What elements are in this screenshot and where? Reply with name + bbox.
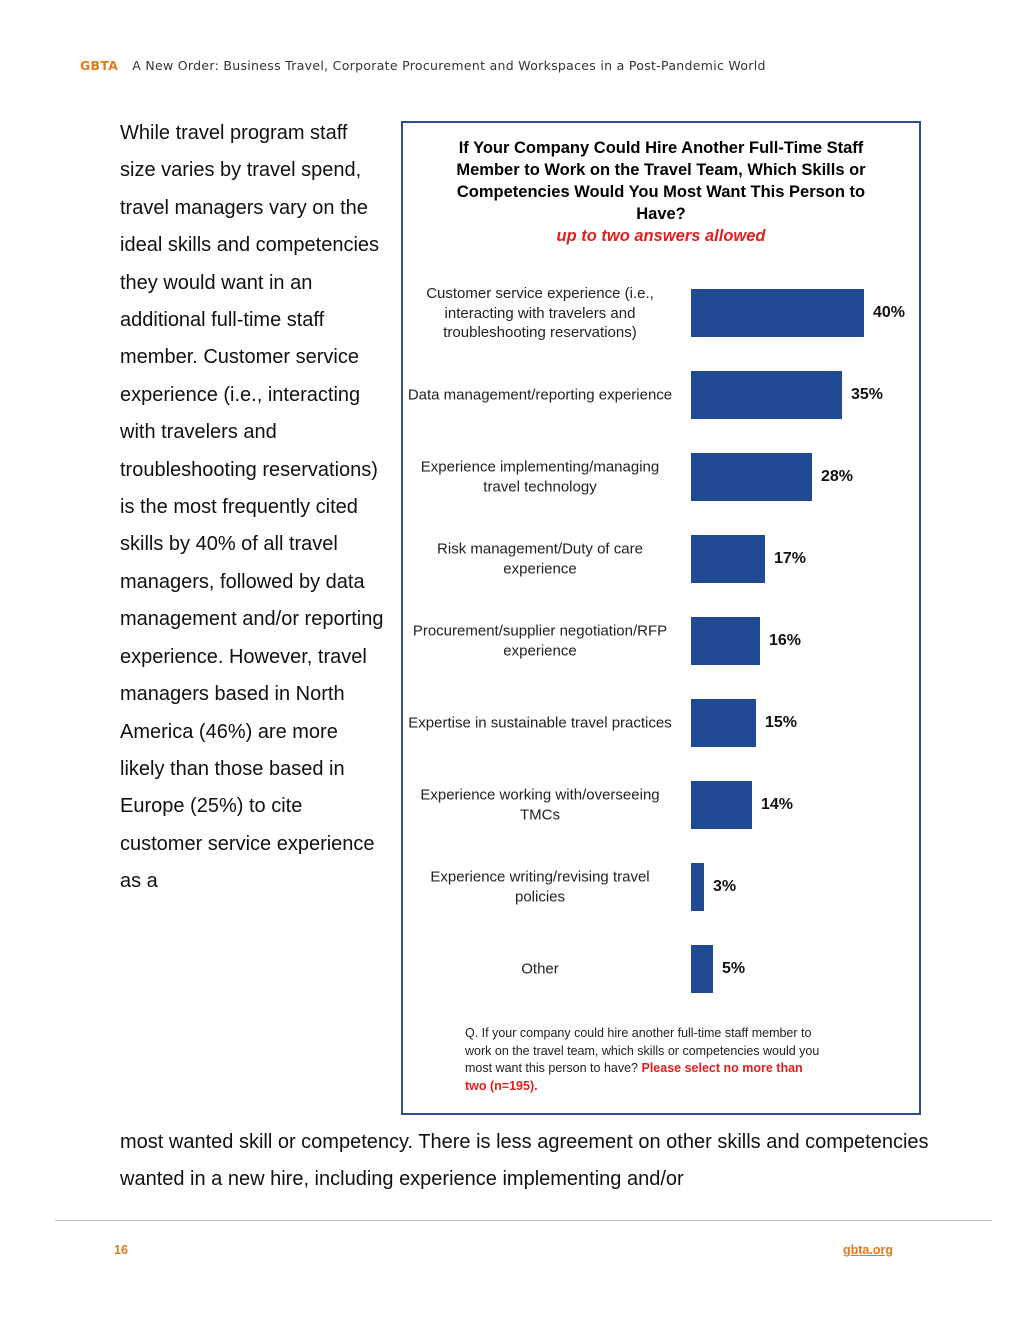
bar-row	[403, 617, 919, 665]
bar-category-label: Other	[521, 960, 559, 978]
body-text-wide	[120, 1124, 940, 1199]
page-header	[80, 58, 766, 73]
bar-value-label: 40%	[873, 304, 906, 321]
bar-category-label: Experience implementing/managing travel technology	[420, 458, 660, 495]
chart-subtitle: up to two answers allowed	[556, 227, 766, 245]
bar-category-label: Risk management/Duty of care experience	[437, 540, 643, 577]
bar-row	[403, 453, 919, 501]
bar	[691, 535, 765, 583]
skills-chart	[401, 121, 921, 1115]
chart-title-block	[403, 137, 919, 247]
body-text-narrow	[120, 115, 385, 901]
bar-value-label: 17%	[774, 550, 807, 567]
bar	[691, 863, 704, 911]
bar-value-label: 35%	[851, 386, 884, 403]
footer-divider	[55, 1220, 992, 1221]
bar	[691, 617, 760, 665]
bar	[691, 699, 756, 747]
chart-note-highlight: Please select no more than two (n=195).	[465, 1061, 803, 1093]
chart-title: If Your Company Could Hire Another Full-Time Staff Member to Work on the Travel Team, Which Skills or Competencies Would You Most Want This Person to Have?	[456, 139, 866, 223]
bar-row	[403, 699, 919, 747]
bar-value-label: 5%	[722, 960, 746, 977]
bar	[691, 781, 752, 829]
bar	[691, 371, 842, 419]
bar	[691, 945, 713, 993]
bar-category-label: Customer service experience (i.e., interacting with travelers and troubleshooting reservations)	[426, 284, 654, 341]
bar-row	[403, 284, 919, 341]
bar-category-label: Experience working with/overseeing TMCs	[420, 786, 660, 823]
bar-row	[403, 535, 919, 583]
bar-category-label: Procurement/supplier negotiation/RFP experience	[412, 622, 668, 659]
bar-row	[403, 371, 919, 419]
body-paragraph-1: While travel program staff size varies by travel spend, travel managers vary on the ideal skills and competencies they would want in an additional full-time staff member. Customer service experience (i.e., interacting with travelers and troubleshooting reservations) is the most frequently cited skills by 40% of all travel managers, followed by data management and/or reporting experience. However, travel managers based in North America (46%) are more likely than those based in Europe (25%) to cite customer service experience as a	[120, 122, 384, 893]
bar-value-label: 3%	[713, 878, 737, 895]
bar-value-label: 15%	[765, 714, 798, 731]
bar-category-label: Data management/reporting experience	[407, 386, 673, 404]
bar-value-label: 16%	[769, 632, 802, 649]
chart-note-question: Q. If your company could hire another full-time staff member to work on the travel team, which skills or competencies would you most want this person to have?	[465, 1026, 820, 1075]
bar	[691, 453, 812, 501]
bar-category-label: Expertise in sustainable travel practices	[408, 714, 672, 732]
header-title: A New Order: Business Travel, Corporate Procurement and Workspaces in a Post-Pandemic World	[132, 58, 766, 73]
chart-note	[465, 1025, 825, 1095]
bar-value-label: 14%	[761, 796, 794, 813]
bar-value-label: 28%	[821, 468, 854, 485]
site-link[interactable]: gbta.org	[843, 1243, 893, 1257]
header-org: GBTA	[80, 58, 119, 73]
body-paragraph-2: most wanted skill or competency. There is less agreement on other skills and competencies wanted in a new hire, including experience implementing and/or	[120, 1131, 929, 1191]
bar-row	[403, 781, 919, 829]
bar-row	[403, 863, 919, 911]
bar-row	[403, 945, 919, 993]
page-number: 16	[114, 1243, 128, 1257]
bar-category-label: Experience writing/revising travel policies	[430, 868, 650, 905]
bar	[691, 289, 864, 337]
